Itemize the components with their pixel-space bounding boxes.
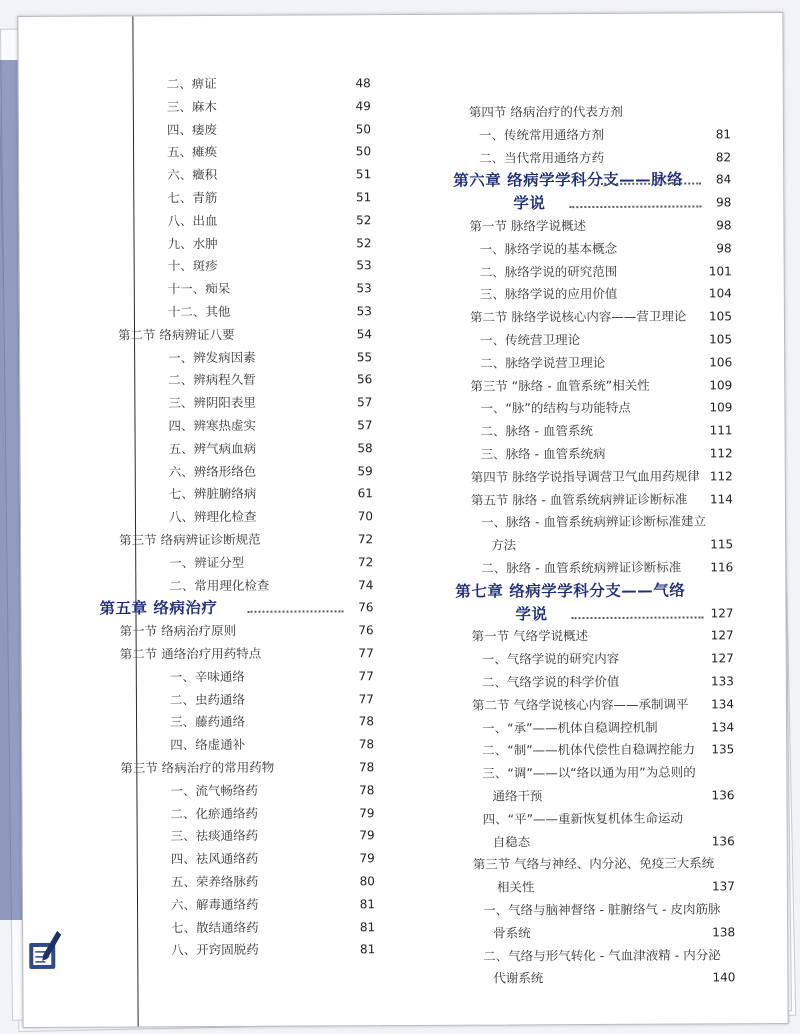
- page-number: 53: [356, 258, 372, 273]
- section-entry: [120, 643, 374, 664]
- page-number: 127: [710, 651, 734, 666]
- chapter-entry: [513, 192, 731, 213]
- section-entry: [119, 529, 373, 550]
- page-number: 76: [358, 623, 374, 638]
- toc-entry: [167, 233, 371, 254]
- entry-title: 第二节 通络治疗用药特点: [119, 645, 262, 662]
- page-number: 55: [356, 349, 373, 364]
- toc-entry: [170, 780, 374, 801]
- entry-title: 一、辨证分型: [169, 554, 245, 571]
- entry-title: 二、“制”——机体代偿性自稳调控能力: [482, 741, 696, 758]
- entry-title: 一、辨发病因素: [168, 349, 256, 365]
- page-number: 105: [709, 332, 733, 347]
- page-number: 78: [358, 714, 375, 729]
- toc-entry: [169, 484, 373, 505]
- entry-title: 二、气络学说的科学价值: [481, 673, 620, 690]
- entry-title: 二、脉络 - 血管系统: [480, 423, 594, 439]
- toc-entry: [482, 740, 734, 761]
- entry-title: 二、常用理化检查: [169, 577, 270, 593]
- entry-title: 六、辨络形络色: [168, 463, 257, 479]
- page-number: 58: [357, 440, 373, 456]
- entry-title: 第一节 气络学说概述: [471, 628, 589, 645]
- page-number: 84: [715, 172, 732, 187]
- entry-title: 三、麻木: [166, 98, 217, 115]
- toc-entry: [167, 164, 371, 185]
- page-number: 106: [709, 355, 733, 370]
- toc-entry: [493, 831, 735, 852]
- entry-title: 第四节 络病治疗的代表方剂: [468, 103, 623, 120]
- page-number: 57: [357, 418, 373, 433]
- toc-entry: [167, 119, 371, 140]
- page-number: 109: [709, 400, 733, 415]
- toc-entry: [168, 301, 372, 322]
- page-number: 78: [358, 737, 375, 752]
- leader-dots: [569, 206, 701, 209]
- page-number: 98: [716, 218, 732, 233]
- entry-title: 二、脉络 - 血管系统病辨证诊断标准: [481, 559, 682, 576]
- entry-title: 一、传统营卫理论: [480, 332, 581, 348]
- toc-entry: [480, 398, 732, 419]
- toc-entry: [493, 968, 735, 989]
- entry-title: 一、“脉”的结构与功能特点: [480, 400, 631, 416]
- page-number: 81: [359, 919, 376, 934]
- toc-entry: [170, 712, 374, 733]
- entry-title: 方法: [491, 537, 517, 553]
- toc-entry: [482, 762, 734, 783]
- toc-entry: [482, 648, 734, 669]
- entry-title: 第一节 脉络学说概述: [469, 218, 586, 234]
- toc-entry: [170, 803, 374, 824]
- page-number: 74: [358, 577, 374, 592]
- entry-title: 五、荣养络脉药: [170, 873, 259, 890]
- entry-title: 第五章 络病治疗: [99, 599, 218, 618]
- page-number: 76: [358, 600, 374, 615]
- contents-page: [17, 12, 788, 1028]
- section-entry: [120, 757, 374, 778]
- toc-entry: [167, 96, 371, 117]
- page-number: 51: [355, 167, 372, 182]
- page-number: 59: [357, 463, 373, 478]
- toc-entry: [169, 575, 373, 596]
- page-number: 79: [359, 805, 375, 820]
- toc-entry: [171, 894, 375, 915]
- entry-title: 三、脉络学说的应用价值: [479, 286, 618, 302]
- page-number: 78: [358, 760, 375, 775]
- page-number: 50: [355, 121, 371, 136]
- entry-title: 第四节 脉络学说指导调营卫气血用药规律: [470, 468, 700, 485]
- entry-title: 第二节 气络学说核心内容——承制调平: [471, 696, 689, 713]
- toc-entry: [171, 826, 375, 847]
- page-number: 52: [356, 235, 372, 250]
- toc-entry: [168, 392, 372, 413]
- page-number: 53: [356, 304, 372, 319]
- section-entry: [497, 876, 735, 897]
- page-number: 77: [358, 668, 374, 684]
- entry-title: 一、气络学说的研究内容: [481, 651, 620, 667]
- page-number: 136: [711, 788, 735, 803]
- entry-title: 第七章 络病学学科分支——气络: [455, 581, 686, 601]
- entry-title: 相关性: [496, 879, 535, 895]
- chapter-entry: [455, 580, 733, 601]
- page-number: 77: [358, 646, 374, 661]
- entry-title: 八、开窍固脱药: [171, 942, 259, 958]
- entry-title: 第三节 “脉络 - 血管系统”相关性: [470, 377, 650, 394]
- entry-title: 第二节 络病辨证八要: [117, 326, 235, 343]
- toc-entry: [480, 284, 732, 305]
- entry-title: 五、瘫痪: [167, 144, 218, 160]
- section-entry: [472, 694, 734, 715]
- page-number: 127: [710, 605, 734, 620]
- toc-entry: [168, 347, 372, 368]
- chapter-entry: [99, 598, 373, 619]
- page-number: 115: [710, 537, 734, 552]
- section-entry: [120, 620, 374, 641]
- entry-title: 八、辨理化检查: [168, 508, 257, 525]
- entry-title: 第五节 脉络 - 血管系统病辨证诊断标准: [470, 491, 688, 508]
- toc-entry: [169, 506, 373, 527]
- entry-title: 一、流气畅络药: [170, 782, 258, 799]
- entry-title: 骨系统: [493, 925, 531, 941]
- page-number: 56: [356, 372, 373, 387]
- entry-title: 四、祛风通络药: [170, 850, 259, 867]
- toc-entry: [481, 443, 733, 464]
- leader-dots: [247, 611, 343, 614]
- entry-title: 三、藤药通络: [170, 714, 246, 730]
- toc-entry: [169, 438, 373, 459]
- page-number: 109: [709, 377, 733, 392]
- entry-title: 一、气络与脑神督络 - 脏腑络气 - 皮肉筋脉: [483, 901, 721, 918]
- toc-entry: [480, 420, 732, 441]
- page-number: 136: [711, 833, 735, 848]
- page-number: 79: [359, 828, 375, 843]
- toc-entry: [480, 352, 732, 373]
- entry-title: 六、解毒通络药: [170, 896, 259, 913]
- toc-entry: [167, 187, 371, 208]
- page-number: 61: [357, 486, 373, 501]
- entry-title: 十一、痴呆: [167, 281, 231, 297]
- page-number: 98: [716, 195, 732, 210]
- page-number: 70: [357, 509, 374, 524]
- entry-title: 第一节 络病治疗原则: [119, 623, 237, 639]
- entry-title: 第二节 脉络学说核心内容——营卫理论: [469, 308, 687, 325]
- entry-title: 二、气络与形气转化 - 气血津液精 - 内分泌: [483, 946, 721, 964]
- entry-title: 二、虫药通络: [169, 691, 245, 707]
- toc-entry: [171, 848, 375, 869]
- entry-title: 四、络虚通补: [170, 737, 246, 753]
- toc-entry: [168, 256, 372, 277]
- page-number: 81: [359, 942, 376, 957]
- entry-title: 二、脉络学说营卫理论: [480, 354, 606, 371]
- toc-entry: [493, 922, 735, 943]
- margin-rule: [132, 16, 138, 1026]
- leader-dots: [601, 183, 701, 186]
- toc-entry: [482, 671, 734, 692]
- toc-entry: [169, 552, 373, 573]
- page-number: 112: [709, 446, 733, 461]
- chapter-entry: [515, 603, 733, 624]
- page-number: 78: [359, 782, 375, 798]
- toc-entry: [170, 666, 374, 687]
- toc-entry: [168, 278, 372, 299]
- toc-entry: [481, 512, 733, 533]
- toc-entry: [480, 329, 732, 350]
- toc-entry: [479, 124, 731, 145]
- entry-title: 四、辨寒热虚实: [168, 417, 257, 434]
- page-number: 133: [710, 674, 734, 689]
- page-number: 52: [356, 212, 372, 228]
- toc-entry: [171, 940, 375, 961]
- entry-title: 一、脉络 - 血管系统病辨证诊断标准建立: [480, 513, 707, 530]
- section-entry: [470, 306, 732, 327]
- entry-title: 一、脉络学说的基本概念: [479, 240, 618, 257]
- toc-entry: [492, 785, 734, 806]
- page-number: 135: [711, 742, 735, 757]
- entry-title: 八、出血: [167, 212, 218, 229]
- section-entry: [118, 324, 372, 345]
- page-number: 77: [358, 691, 374, 706]
- entry-title: 七、散结通络药: [171, 919, 259, 935]
- page-number: 51: [355, 190, 372, 205]
- section-entry: [473, 854, 735, 875]
- section-entry: [469, 215, 731, 236]
- entry-title: 二、痹证: [166, 75, 217, 92]
- entry-title: 二、脉络学说的研究范围: [479, 263, 618, 280]
- entry-title: 二、化瘀通络药: [170, 805, 259, 821]
- entry-title: 四、“平”——重新恢复机体生命运动: [482, 810, 684, 827]
- toc-entry: [168, 415, 372, 436]
- page-number: 134: [711, 697, 735, 712]
- entry-title: 第三节 络病辨证诊断规范: [119, 531, 261, 548]
- toc-entry: [171, 871, 375, 892]
- entry-title: 九、水肿: [167, 235, 218, 251]
- page-number: 50: [355, 144, 372, 159]
- page-number: 116: [710, 560, 734, 575]
- entry-title: 自稳态: [492, 833, 531, 850]
- toc-entry: [481, 557, 733, 578]
- toc-entry: [479, 147, 731, 168]
- entry-title: 六、癥积: [167, 167, 218, 183]
- entry-title: 三、辨阴阳表里: [168, 394, 256, 411]
- toc-entry: [168, 370, 372, 391]
- toc-entry: [167, 73, 371, 94]
- toc-entry: [491, 534, 733, 555]
- page-number: 112: [709, 469, 733, 484]
- toc-entry: [482, 717, 734, 738]
- entry-title: 一、传统常用通络方剂: [478, 126, 605, 143]
- page-number: 48: [355, 76, 371, 91]
- entry-title: 代谢系统: [493, 970, 544, 986]
- page-number: 104: [708, 286, 732, 301]
- toc-entry: [483, 899, 735, 920]
- page-number: 80: [359, 874, 375, 889]
- toc-entry: [483, 945, 735, 966]
- entry-title: 学说: [515, 604, 548, 624]
- toc-entry: [480, 238, 732, 259]
- page-number: 127: [710, 628, 734, 643]
- page-number: 49: [355, 98, 371, 114]
- page-number: 105: [708, 309, 732, 324]
- entry-title: 第六章 络病学学科分支——脉络: [453, 170, 684, 191]
- section-entry: [469, 101, 731, 122]
- page-number: 134: [711, 719, 735, 734]
- toc-entry: [170, 734, 374, 755]
- section-entry: [472, 626, 734, 647]
- entry-title: 三、祛痰通络药: [170, 828, 259, 844]
- section-entry: [471, 489, 733, 510]
- entry-title: 第三节 气络与神经、内分泌、免疫三大系统: [472, 855, 715, 873]
- entry-title: 二、辨病程久暂: [168, 372, 256, 388]
- chapter-entry: [453, 170, 731, 191]
- page-number: 138: [712, 925, 736, 940]
- toc-entry: [480, 261, 732, 282]
- toc-entry: [170, 689, 374, 710]
- entry-title: 一、辛味通络: [169, 668, 245, 685]
- pen-notebook-icon: [27, 929, 63, 973]
- entry-title: 七、青筋: [167, 189, 218, 206]
- entry-title: 二、当代常用通络方药: [479, 149, 605, 166]
- entry-title: 第三节 络病治疗的常用药物: [120, 759, 275, 776]
- entry-title: 十二、其他: [167, 303, 231, 320]
- page-number: 98: [716, 241, 732, 256]
- page-number: 57: [357, 395, 373, 410]
- page-number: 137: [711, 879, 735, 894]
- entry-title: 十、斑疹: [167, 258, 218, 274]
- page-number: 72: [357, 554, 374, 570]
- toc-entry: [169, 461, 373, 482]
- page-number: 81: [715, 127, 732, 142]
- page-number: 101: [708, 263, 732, 278]
- toc-entry: [483, 808, 735, 829]
- toc-entry: [167, 210, 371, 231]
- entry-title: 通络干预: [492, 788, 543, 804]
- entry-title: 三、“调”——以“络以通为用”为总则的: [482, 764, 696, 781]
- entry-title: 四、痿废: [166, 121, 218, 137]
- entry-title: 七、辨脏腑络病: [168, 486, 257, 502]
- entry-title: 五、辨气病血病: [168, 440, 257, 457]
- page-number: 82: [715, 149, 732, 164]
- toc-entry: [167, 142, 371, 163]
- page-number: 79: [359, 851, 375, 866]
- entry-title: 学说: [513, 194, 546, 213]
- entry-title: 三、脉络 - 血管系统病: [480, 445, 606, 462]
- section-entry: [471, 466, 733, 487]
- page-number: 114: [709, 491, 733, 506]
- page-number: 140: [712, 970, 736, 985]
- leader-dots: [572, 616, 704, 619]
- entry-title: 一、“承”——机体自稳调控机制: [482, 719, 658, 736]
- toc-entry: [171, 917, 375, 938]
- section-entry: [470, 375, 732, 396]
- page-number: 72: [357, 532, 374, 547]
- page-number: 54: [356, 326, 373, 342]
- page-number: 81: [359, 896, 376, 912]
- page-number: 53: [356, 281, 372, 296]
- page-number: 111: [709, 423, 733, 438]
